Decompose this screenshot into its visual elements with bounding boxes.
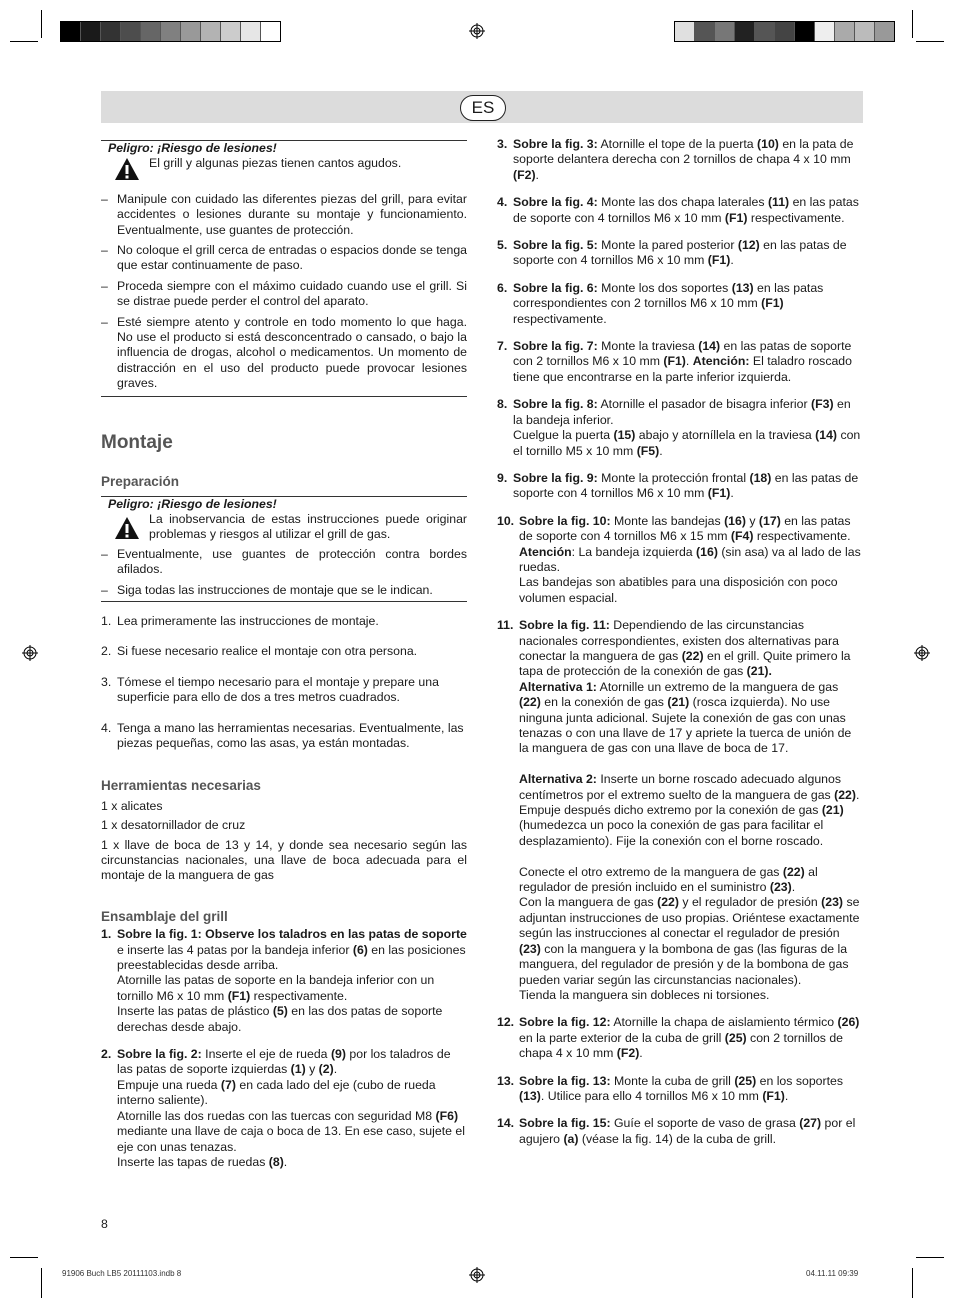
list-item: 9. Sobre la fig. 9: Monte la protección frontal (18) en las patas de soporte con 4 tornillos M6 x 10 mm (F1). <box>497 470 859 501</box>
list-item: 12. Sobre la fig. 12: Atornille la chapa de aislamiento térmico (26) en la parte exterior de la cuba de grill (25) con 2 tornillos de chapa 4 x 10 mm (F2). <box>497 1015 860 1061</box>
list-item: 1. Lea primeramente las instrucciones de montaje. <box>101 613 379 628</box>
list-item: 1. Sobre la fig. 1: Observe los taladros en las patas de soporte e inserte las 4 patas por la bandeja inferior (6) en las posiciones preestablecidas desde arriba. Atornille las patas de soporte en la bandeja inferior con un tornillo M6 x 10 mm (F1) respectivamente. Inserte las patas de plástico (5) en las dos patas de soporte derechas desde abajo. <box>101 927 467 1034</box>
list-item: 4. Tenga a mano las herramientas necesarias. Eventualmente, las piezas pequeñas, como las asas, ya están montadas. <box>101 720 464 750</box>
list-item: – Siga todas las instrucciones de montaje que se le indican. <box>101 583 467 598</box>
list-item: – Manipule con cuidado las diferentes piezas del grill, para evitar accidentes o lesiones durante su montaje y funcionamiento. Eventualmente, use guantes de protección. <box>101 192 467 238</box>
list-item: – Esté siempre atento y controle en todo momento lo que haga. No use el producto si está desconcentrado o cansado, o bajo la influencia de drogas, alcohol o medicamentos. Un momento de distracción en el uso del producto puede provocar lesiones graves. <box>101 315 467 392</box>
right-column <box>497 137 863 1159</box>
list-item: 7. Sobre la fig. 7: Monte la traviesa (14) en las patas de soporte con 2 tornillos M6 x 10 mm (F1). Atención: El taladro roscado tiene que encontrarse en la parte inferior izquierda. <box>497 339 852 384</box>
list-item: 2. Sobre la fig. 2: Inserte el eje de rueda (9) por los taladros de las patas de soporte izquierdas (1) y (2). Empuje una rueda (7) en cada lado del eje (cubo de rueda interno saliente). Atornille las dos ruedas con las tuercas con seguridad M8 (F6) mediante una llave de caja o boca de 13. En ese caso, sujete el eje con unas tenazas. Inserte las tapas de ruedas (8). <box>101 1047 465 1169</box>
list-item: 3. Sobre la fig. 3: Atornille el tope de la puerta (10) en la pata de soporte delantera derecha con 2 tornillos de chapa 4 x 10 mm (F2). <box>497 137 854 182</box>
warning-intro: El grill y algunas piezas tienen cantos agudos. <box>149 156 402 171</box>
left-column <box>101 140 467 1182</box>
registration-mark-icon <box>914 645 930 661</box>
crop-mark <box>10 41 38 42</box>
list-item: 5. Sobre la fig. 5: Monte la pared posterior (12) en las patas de soporte con 4 tornillos M6 x 10 mm (F1). <box>497 238 847 268</box>
subsection-title: Ensamblaje del grill <box>101 908 228 924</box>
crop-mark <box>10 1257 38 1258</box>
warning-box <box>101 496 467 602</box>
subsection-title: Herramientas necesarias <box>101 778 261 794</box>
tool-item: 1 x desatornillador de cruz <box>101 818 246 833</box>
warning-intro: La inobservancia de estas instrucciones puede originar problemas y riesgos al utilizar el grill de gas. <box>149 511 467 542</box>
warning-heading: Peligro: ¡Riesgo de lesiones! <box>108 141 277 155</box>
tool-item: 1 x alicates <box>101 798 163 813</box>
footer-file-info: 91906 Buch LB5 20111103.indb 8 <box>62 1269 182 1278</box>
page-number: 8 <box>101 1217 108 1231</box>
list-item: 4. Sobre la fig. 4: Monte las dos chapa laterales (11) en las patas de soporte con 4 tornillos M6 x 10 mm (F1) respectivamente. <box>497 195 859 225</box>
preparation-steps <box>101 614 467 751</box>
list-item: 10. Sobre la fig. 10: Monte las bandejas (16) y (17) en las patas de soporte con 4 tornillos M6 x 15 mm (F4) respectivamente. Atención: La bandeja izquierda (16) (sin asa) va al lado de las ruedas. Las bandejas son abatibles para una disposición con poco volumen espacial. <box>497 513 861 605</box>
crop-mark <box>916 1257 944 1258</box>
color-calibration-bar <box>674 21 895 42</box>
list-item: 3. Tómese el tiempo necesario para el montaje y prepare una superficie para ello de dos a tres metros cuadrados. <box>101 674 439 705</box>
assembly-steps-left <box>101 927 467 1170</box>
registration-mark-icon <box>469 1267 485 1283</box>
list-item: 11. Sobre la fig. 11: Dependiendo de las circunstancias nacionales correspondientes, existen dos alternativas para conectar la manguera de gas (22) en el grill. Quite primero la tapa de protección de la conexión de gas (21). Alternativa 1: Atornille un extremo de la manguera de gas (22) en la conexión de gas (21) (rosca izquierda). No use ninguna junta adicional. Sujete la conexión de gas con unas tenazas o con una llave de 17 y apriete la tuerca de unión de la manguera de gas con una llave de boca de 17. Alternativa 2: Inserte un borne roscado adecuado algunos centímetros por el extremo suelto de la manguera de gas (22). Empuje después dicho extremo por la conexión de gas (21) (humedezca un poco la conexión de gas para facilitar el desplazamiento). Fije la conexión con el borne roscado. Conecte el otro extremo de la manguera de gas (22) al regulador de presión incluido en el suministro (23). Con la manguera de gas (22) y el regulador de presión (23) se adjuntan instrucciones de uso propias. Oriéntese exactamente según las instrucciones al conectar el regulador de presión (23) con la manguera y la bombona de gas (las figuras de la manguera, del regulador de presión y de la bombona de gas pueden variar según las circunstancias nacionales). Tienda la manguera sin dobleces ni torsiones. <box>497 618 860 1002</box>
warning-list <box>101 192 467 392</box>
list-item: 2. Si fuese necesario realice el montaje con otra persona. <box>101 644 418 659</box>
list-item: 6. Sobre la fig. 6: Monte los dos soportes (13) en las patas correspondientes con 2 tornillos M6 x 10 mm (F1) respectivamente. <box>497 280 824 326</box>
warning-icon <box>101 156 149 171</box>
crop-mark <box>916 41 944 42</box>
list-item: – No coloque el grill cerca de entradas o espacios donde se tenga que estar continuamente de paso. <box>101 243 467 274</box>
list-item: 14. Sobre la fig. 15: Guíe el soporte de vaso de grasa (27) por el agujero (a) (véase la fig. 14) de la cuba de grill. <box>497 1116 856 1146</box>
subsection-title: Preparación <box>101 474 180 490</box>
warning-box <box>101 140 467 397</box>
list-item: 8. Sobre la fig. 8: Atornille el pasador de bisagra inferior (F3) en la bandeja inferior. Cuelgue la puerta (15) abajo y atorníllela en la traviesa (14) con el tornillo M5 x 10 mm (F5). <box>497 397 861 458</box>
section-title: Montaje <box>101 431 173 453</box>
footer-timestamp: 04.11.11 09:39 <box>806 1269 859 1278</box>
list-item: – Eventualmente, use guantes de protección contra bordes afilados. <box>101 547 467 578</box>
crop-mark <box>41 10 42 38</box>
language-badge: ES <box>460 95 506 121</box>
warning-heading: Peligro: ¡Riesgo de lesiones! <box>108 496 277 511</box>
registration-mark-icon <box>469 23 485 39</box>
list-item: 13. Sobre la fig. 13: Monte la cuba de grill (25) en los soportes (13). Utilice para ello 4 tornillos M6 x 10 mm (F1). <box>497 1073 843 1103</box>
list-item: – Proceda siempre con el máximo cuidado cuando use el grill. Si se distrae puede perder el control del aparato. <box>101 279 467 310</box>
crop-mark <box>912 10 913 38</box>
crop-mark <box>41 1268 42 1298</box>
tool-item: 1 x llave de boca de 13 y 14, y donde sea necesario según las circunstancias nacionales, una llave de boca adecuada para el montaje de la manguera de gas <box>101 837 467 883</box>
crop-mark <box>912 1268 913 1298</box>
assembly-steps-right <box>497 137 863 502</box>
registration-mark-icon <box>22 645 38 661</box>
warning-list <box>101 547 467 598</box>
assembly-steps-right-cont <box>497 514 863 1147</box>
color-calibration-bar <box>60 21 281 42</box>
warning-icon <box>101 512 149 543</box>
